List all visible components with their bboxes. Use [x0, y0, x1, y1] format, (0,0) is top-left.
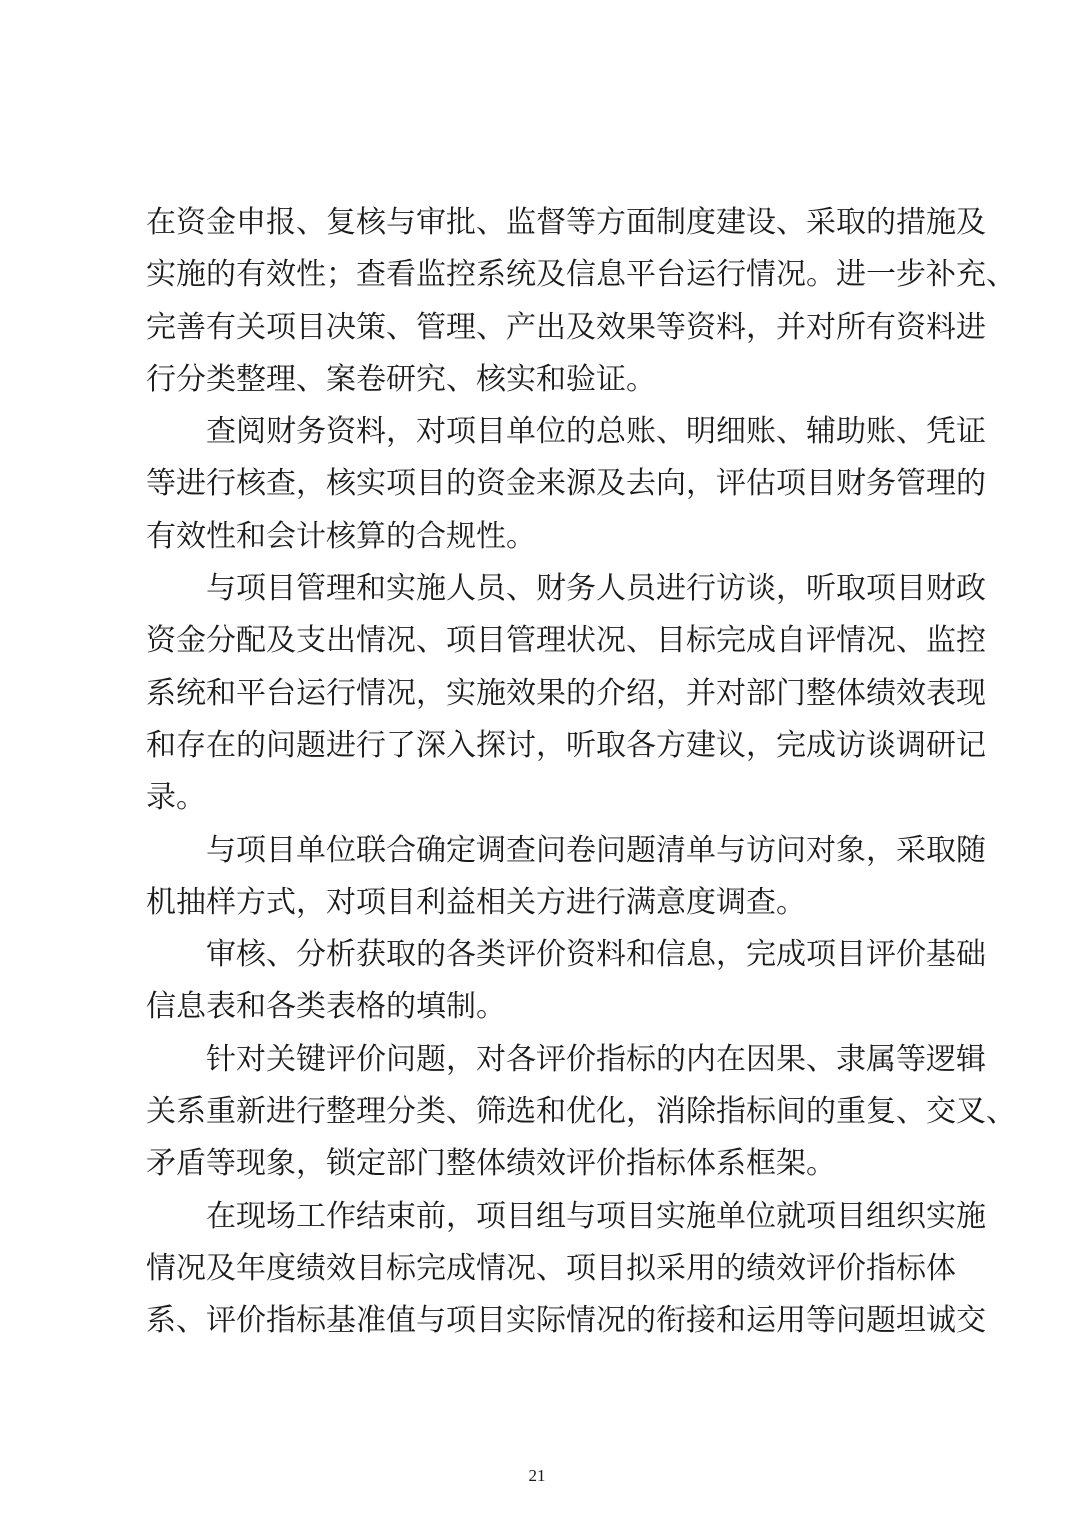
- text-line: 录。: [146, 780, 206, 816]
- text-line: 在现场工作结束前，项目组与项目实施单位就项目组织实施: [206, 1198, 986, 1234]
- text-line: 完善有关项目决策、管理、产出及效果等资料，并对所有资料进: [146, 309, 986, 345]
- text-line: 情况及年度绩效目标完成情况、项目拟采用的绩效评价指标体: [146, 1250, 956, 1286]
- text-line: 系统和平台运行情况，实施效果的介绍，并对部门整体绩效表现: [146, 675, 986, 711]
- paragraph: [146, 197, 1016, 406]
- text-line: 与项目单位联合确定调查问卷问题清单与访问对象，采取随: [206, 832, 986, 868]
- text-line: 机抽样方式，对项目利益相关方进行满意度调查。: [146, 884, 806, 920]
- text-line: 等进行核查，核实项目的资金来源及去向，评估项目财务管理的: [146, 466, 986, 502]
- text-line: 系、评价指标基准值与项目实际情况的衔接和运用等问题坦诚交: [146, 1303, 986, 1339]
- text-line: 实施的有效性；查看监控系统及信息平台运行情况。进一步补充、: [146, 257, 1016, 293]
- page-number: 21: [528, 1466, 546, 1485]
- paragraph: [146, 1034, 1016, 1191]
- text-line: 查阅财务资料，对项目单位的总账、明细账、辅助账、凭证: [206, 414, 986, 450]
- document-body: [146, 197, 1016, 1348]
- text-line: 有效性和会计核算的合规性。: [146, 518, 536, 554]
- text-line: 行分类整理、案卷研究、核实和验证。: [146, 361, 656, 397]
- paragraph: [146, 929, 986, 1034]
- text-line: 矛盾等现象，锁定部门整体绩效评价指标体系框架。: [146, 1146, 836, 1182]
- text-line: 信息表和各类表格的填制。: [146, 989, 506, 1025]
- paragraph: [146, 825, 986, 930]
- text-line: 与项目管理和实施人员、财务人员进行访谈，听取项目财政: [206, 571, 986, 607]
- text-line: 针对关键评价问题，对各评价指标的内在因果、隶属等逻辑: [206, 1041, 986, 1077]
- paragraph: [146, 1191, 986, 1348]
- paragraph: [146, 406, 986, 563]
- text-line: 资金分配及支出情况、项目管理状况、目标完成自评情况、监控: [146, 623, 986, 659]
- text-line: 关系重新进行整理分类、筛选和优化，消除指标间的重复、交叉、: [146, 1094, 1016, 1130]
- text-line: 和存在的问题进行了深入探讨，听取各方建议，完成访谈调研记: [146, 727, 986, 763]
- paragraph: [146, 563, 986, 824]
- text-line: 在资金申报、复核与审批、监督等方面制度建设、采取的措施及: [146, 205, 986, 240]
- text-line: 审核、分析获取的各类评价资料和信息，完成项目评价基础: [206, 937, 986, 973]
